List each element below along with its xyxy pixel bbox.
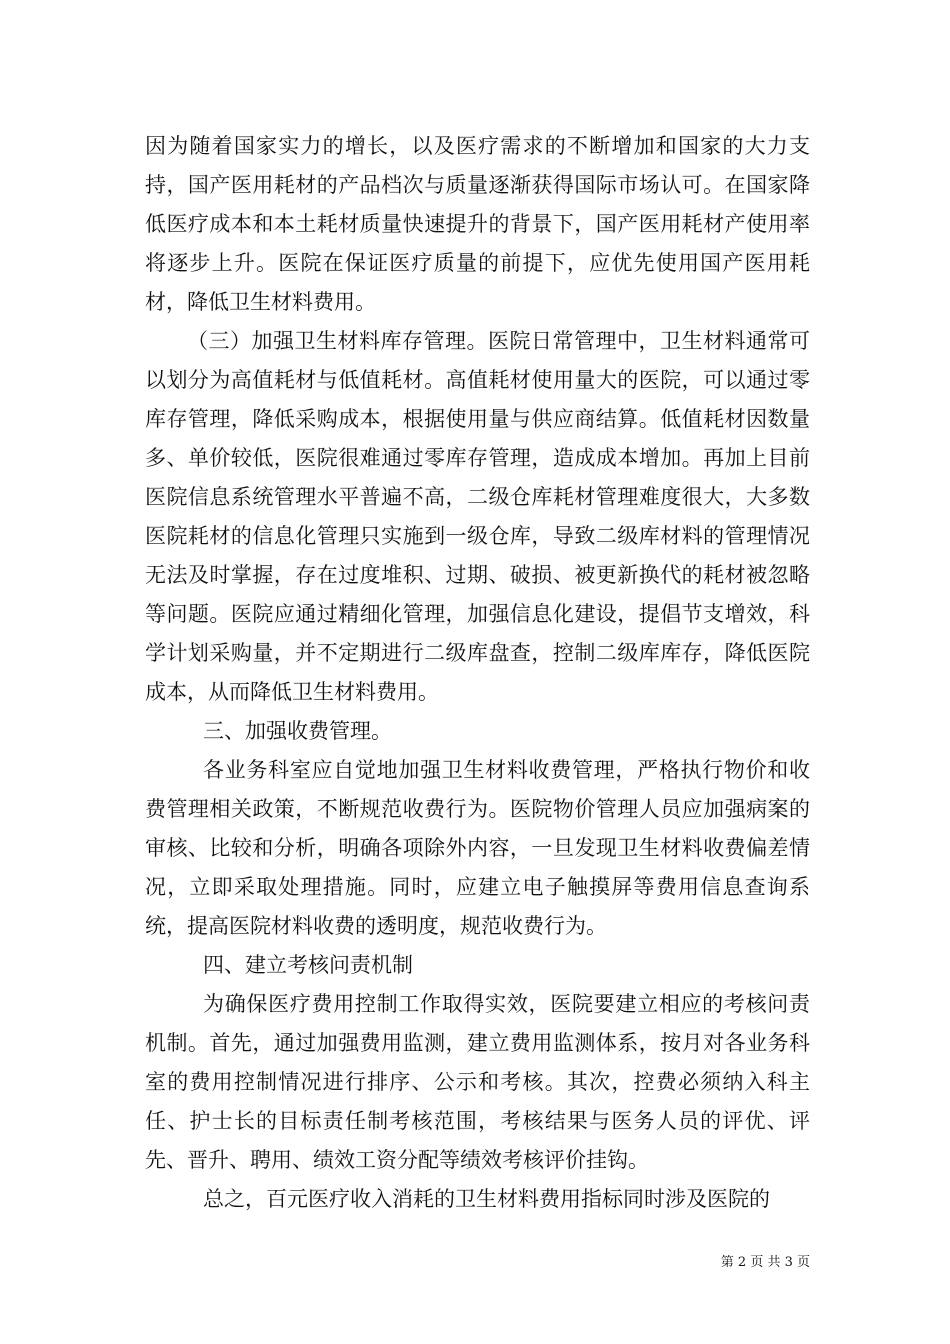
section-heading-accountability: 四、建立考核问责机制 bbox=[203, 953, 413, 977]
paragraph-fee-management: 各业务科室应自觉地加强卫生材料收费管理，严格执行物价和收费管理相关政策，不断规范收费行为。医院物价管理人员应加强病案的审核、比较和分析，明确各项除外内容，一旦发现卫生材料收费偏差情况，立即采取处理措施。同时，应建立电子触摸屏等费用信息查询系统，提高医院材料收费的透明度，规范收费行为。 bbox=[145, 758, 810, 938]
section-heading-fee-management: 三、加强收费管理。 bbox=[203, 719, 392, 743]
page-number: 第 2 页 共 3 页 bbox=[720, 1255, 810, 1270]
paragraph-conclusion: 总之，百元医疗收入消耗的卫生材料费用指标同时涉及医院的 bbox=[203, 1187, 770, 1211]
paragraph-accountability: 为确保医疗费用控制工作取得实效，医院要建立相应的考核问责机制。首先，通过加强费用监测，建立费用监测体系，按月对各业务科室的费用控制情况进行排序、公示和考核。其次，控费必须纳入科主任、护士长的目标责任制考核范围，考核结果与医务人员的评优、评先、晋升、聘用、绩效工资分配等绩效考核评价挂钩。 bbox=[145, 992, 810, 1172]
paragraph-inventory-management: （三）加强卫生材料库存管理。医院日常管理中，卫生材料通常可以划分为高值耗材与低值耗材。高值耗材使用量大的医院，可以通过零库存管理，降低采购成本，根据使用量与供应商结算。低值耗材因数量多、单价较低，医院很难通过零库存管理，造成成本增加。再加上目前医院信息系统管理水平普遍不高，二级仓库耗材管理难度很大，大多数医院耗材的信息化管理只实施到一级仓库，导致二级库材料的管理情况无法及时掌握，存在过度堆积、过期、破损、被更新换代的耗材被忽略等问题。医院应通过精细化管理，加强信息化建设，提倡节支增效，科学计划采购量，并不定期进行二级库盘查，控制二级库库存，降低医院成本，从而降低卫生材料费用。 bbox=[145, 329, 810, 704]
paragraph-continuation: 因为随着国家实力的增长，以及医疗需求的不断增加和国家的大力支持，国产医用耗材的产品档次与质量逐渐获得国际市场认可。在国家降低医疗成本和本土耗材质量快速提升的背景下，国产医用耗材产使用率将逐步上升。医院在保证医疗质量的前提下，应优先使用国产医用耗材，降低卫生材料费用。 bbox=[145, 134, 810, 314]
document-body bbox=[145, 127, 810, 1219]
